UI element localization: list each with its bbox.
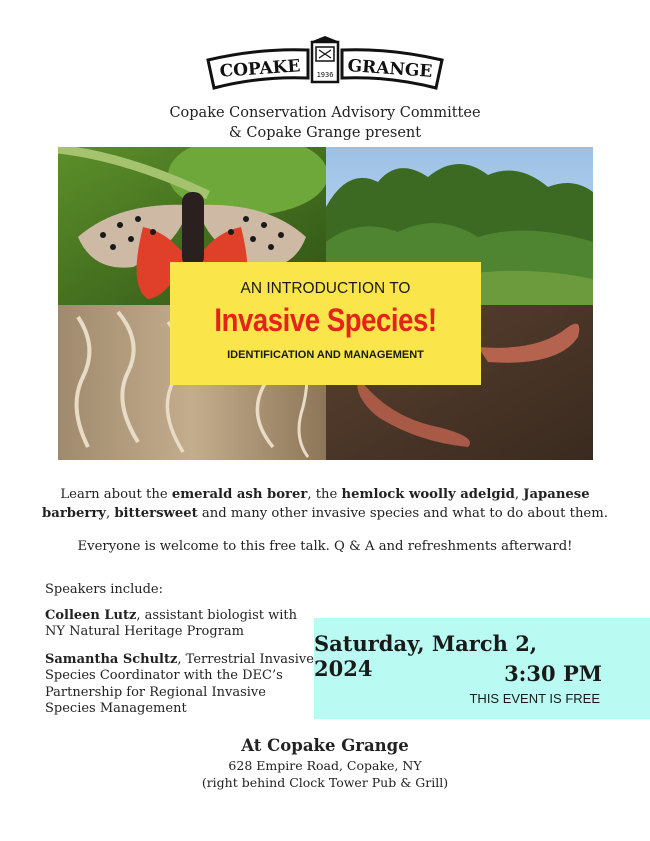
- speaker-1: [45, 608, 315, 641]
- venue-section: [0, 735, 650, 791]
- logo-left-word: COPAKE: [219, 56, 302, 82]
- presenter-line-1: Copake Conservation Advisory Committee: [169, 105, 481, 121]
- learn-paragraph: [40, 485, 610, 523]
- logo-year: 1936: [316, 71, 334, 79]
- event-details-box: [314, 618, 650, 719]
- species-emerald-ash-borer: emerald ash borer: [171, 487, 308, 502]
- venue-note: (right behind Clock Tower Pub & Grill): [201, 775, 449, 790]
- event-title: Invasive Species!: [214, 302, 437, 338]
- welcome-text: Everyone is welcome to this free talk. Q & A and refreshments afterward!: [77, 539, 573, 554]
- learn-text: ,: [105, 506, 115, 521]
- speaker-2-name: Samantha Schultz: [45, 651, 178, 667]
- speaker-1-desc: , assistant biologist with NY Natural Heritage Program: [45, 607, 297, 639]
- speaker-1-name: Colleen Lutz: [45, 607, 137, 623]
- logo-right-word: GRANGE: [346, 56, 433, 82]
- title-intro: AN INTRODUCTION TO: [240, 280, 411, 297]
- venue-title: At Copake Grange: [241, 736, 409, 755]
- presenters-text: [0, 103, 650, 143]
- species-hemlock-woolly-adelgid: hemlock woolly adelgid: [341, 487, 515, 502]
- learn-text: , the: [307, 487, 342, 502]
- species-japanese-barberry: Japanese barberry: [42, 487, 590, 521]
- venue-address: 628 Empire Road, Copake, NY: [228, 758, 422, 773]
- event-time: 3:30 PM: [504, 661, 602, 686]
- copake-grange-logo: [200, 36, 450, 96]
- speakers-heading: Speakers include:: [45, 582, 163, 597]
- speakers-section: [45, 582, 315, 729]
- learn-text: and many other invasive species and what to do about them.: [197, 506, 608, 521]
- event-date: Saturday, March 2, 2024: [314, 631, 538, 681]
- speaker-2-desc: , Terrestrial Invasive Species Coordinator with the DEC’s Partnership for Regional Invasive Species Management: [45, 651, 314, 716]
- title-box: [170, 262, 481, 385]
- presenter-line-2: & Copake Grange present: [228, 125, 422, 141]
- learn-text: Learn about the: [60, 487, 172, 502]
- speaker-2: [45, 652, 315, 718]
- learn-text: ,: [514, 487, 524, 502]
- species-bittersweet: bittersweet: [114, 506, 198, 521]
- event-free-note: THIS EVENT IS FREE: [469, 691, 600, 706]
- title-subtitle: IDENTIFICATION AND MANAGEMENT: [227, 349, 424, 361]
